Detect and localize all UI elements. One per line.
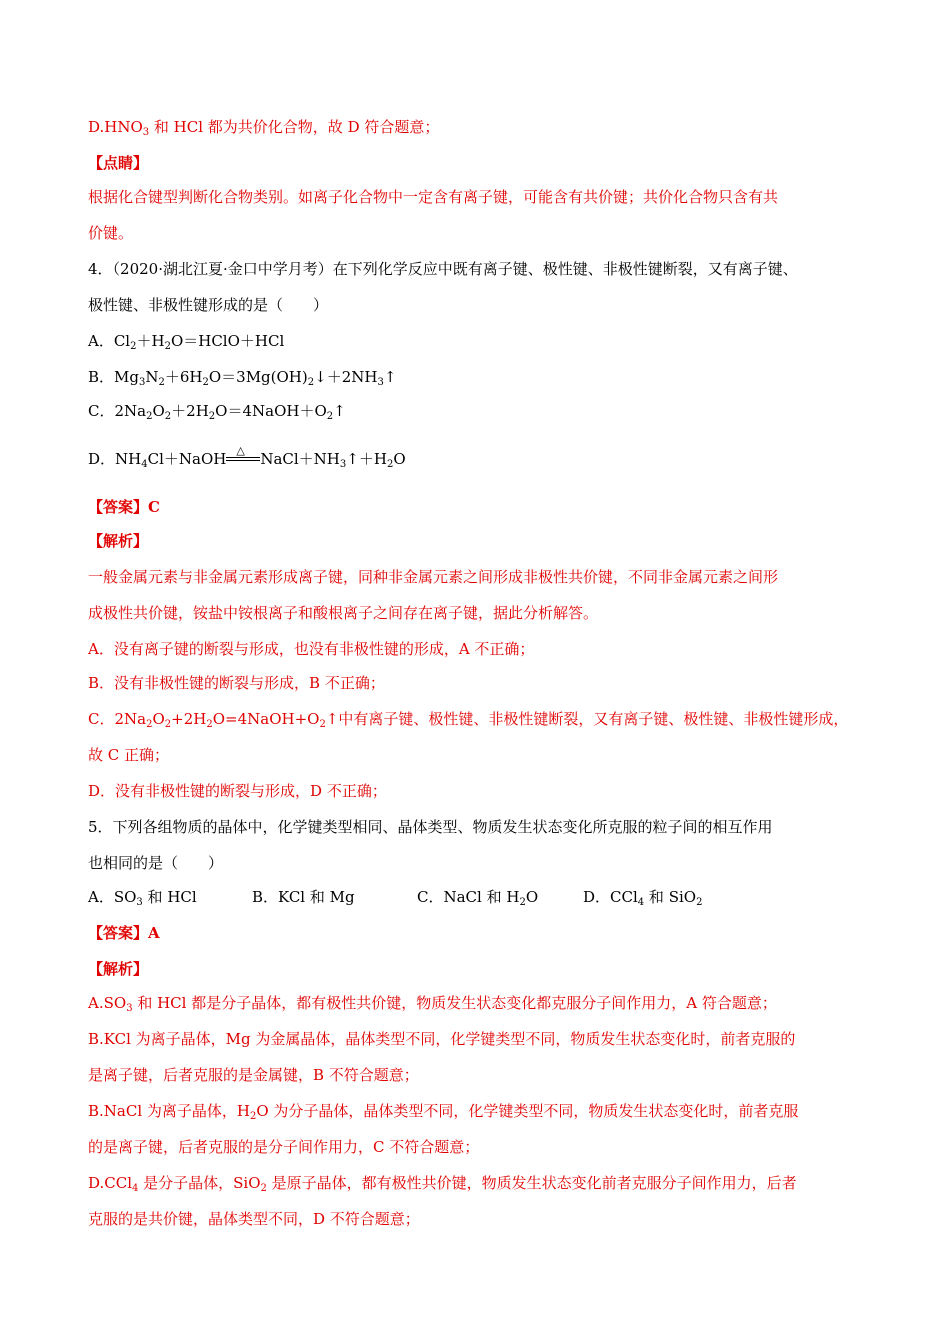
explanation-5-d-1: D.CCl$_4$ 是分子晶体，SiO$_2$ 是原子晶体，都有极性共价键，物质发生状态变化前者克服分子间作用力，后者 [88, 1174, 797, 1194]
question-5-option-c: C．NaCl 和 $H_2O$ [417, 888, 539, 908]
explanation-4-b: B．没有非极性键的断裂与形成，B 不正确； [88, 674, 385, 692]
explanation-5-a: $A.SO_3$ 和 HCl 都是分子晶体，都有极性共价键，物质发生状态变化都克服分子间作用力，A 符合题意； [88, 994, 777, 1014]
question-4-option-d: D．$NH_4Cl+NaOH$ △ $NaCl+NH_3↑+H_2O$ [88, 448, 890, 470]
dianjing-text-1: 根据化合键型判断化合物类别。如离子化合物中一定含有离子键，可能含有共价键；共价化合物只含有共 [88, 188, 779, 206]
explanation-d-hno3: $D.HNO_3$ 和 HCl 都为共价化合物，故 D 符合题意； [88, 118, 440, 138]
question-5-option-b: B．KCl 和 Mg [252, 888, 355, 906]
explanation-4-d: D．没有非极性键的断裂与形成，D 不正确； [88, 782, 387, 800]
question-4-option-c: C．$2Na_2O_2+2H_2O=4NaOH+O_2↑$ [88, 402, 346, 422]
question-5-options [88, 886, 890, 908]
dianjing-text-2: 价键。 [88, 224, 134, 242]
explanation-4-c: C．$2Na_2O_2+2H_2O=4NaOH+O_2↑$中有离子键、极性键、非极性键断裂，又有离子键、极性键、非极性键形成， [88, 710, 849, 730]
explanation-5-b-2: 是离子键，后者克服的是金属键，B 不符合题意； [88, 1066, 419, 1084]
explanation-5-c-2: 的是离子键，后者克服的是分子间作用力，C 不符合题意； [88, 1138, 480, 1156]
explanation-4-a: A．没有离子键的断裂与形成，也没有非极性键的形成，A 不正确； [88, 640, 535, 658]
question-5-stem-2: 也相同的是（ ） [88, 854, 224, 872]
explanation-4-text-2: 成极性共价键，铵盐中铵根离子和酸根离子之间存在离子键，据此分析解答。 [88, 604, 599, 622]
answer-4: 【答案】C [88, 498, 160, 516]
heat-triangle-icon: △ [236, 444, 245, 457]
heading-jiexi-5: 【解析】 [88, 960, 149, 978]
question-5-option-a: A．$SO_3$ 和 HCl [88, 888, 197, 908]
explanation-4-c-2: 故 C 正确； [88, 746, 170, 764]
explanation-4-text-1: 一般金属元素与非金属元素形成离子键，同种非金属元素之间形成非极性共价键，不同非金属元素之间形 [88, 568, 779, 586]
question-5-option-d: D．CCl$_4$ 和 SiO$_2$ [583, 888, 703, 908]
heating-equals-sign [226, 444, 260, 470]
answer-5: 【答案】A [88, 924, 160, 942]
question-4-stem-2: 极性键、非极性键形成的是（ ） [88, 296, 329, 314]
heading-jiexi-4: 【解析】 [88, 532, 149, 550]
heading-dianjing: 【点睛】 [88, 154, 149, 172]
question-4-option-a: A．$Cl_2+H_2O=HClO+HCl$ [88, 332, 285, 352]
explanation-5-b-1: B.KCl 为离子晶体，Mg 为金属晶体，晶体类型不同，化学键类型不同，物质发生状态变化时，前者克服的 [88, 1030, 796, 1048]
explanation-5-c-1: B.NaCl 为离子晶体，$H_2O$ 为分子晶体，晶体类型不同，化学键类型不同，物质发生状态变化时，前者克服 [88, 1102, 799, 1122]
question-4-option-b: B．$Mg_3N_2+6H_2O=3Mg(OH)_2↓+2NH_3↑$ [88, 368, 397, 388]
question-5-stem-1: 5．下列各组物质的晶体中，化学键类型相同、晶体类型、物质发生状态变化所克服的粒子间的相互作用 [88, 818, 773, 836]
question-4-stem-1: 4．（2020·湖北江夏·金口中学月考）在下列化学反应中既有离子键、极性键、非极性键断裂，又有离子键、 [88, 260, 798, 278]
explanation-5-d-2: 克服的是共价键，晶体类型不同，D 不符合题意； [88, 1210, 420, 1228]
